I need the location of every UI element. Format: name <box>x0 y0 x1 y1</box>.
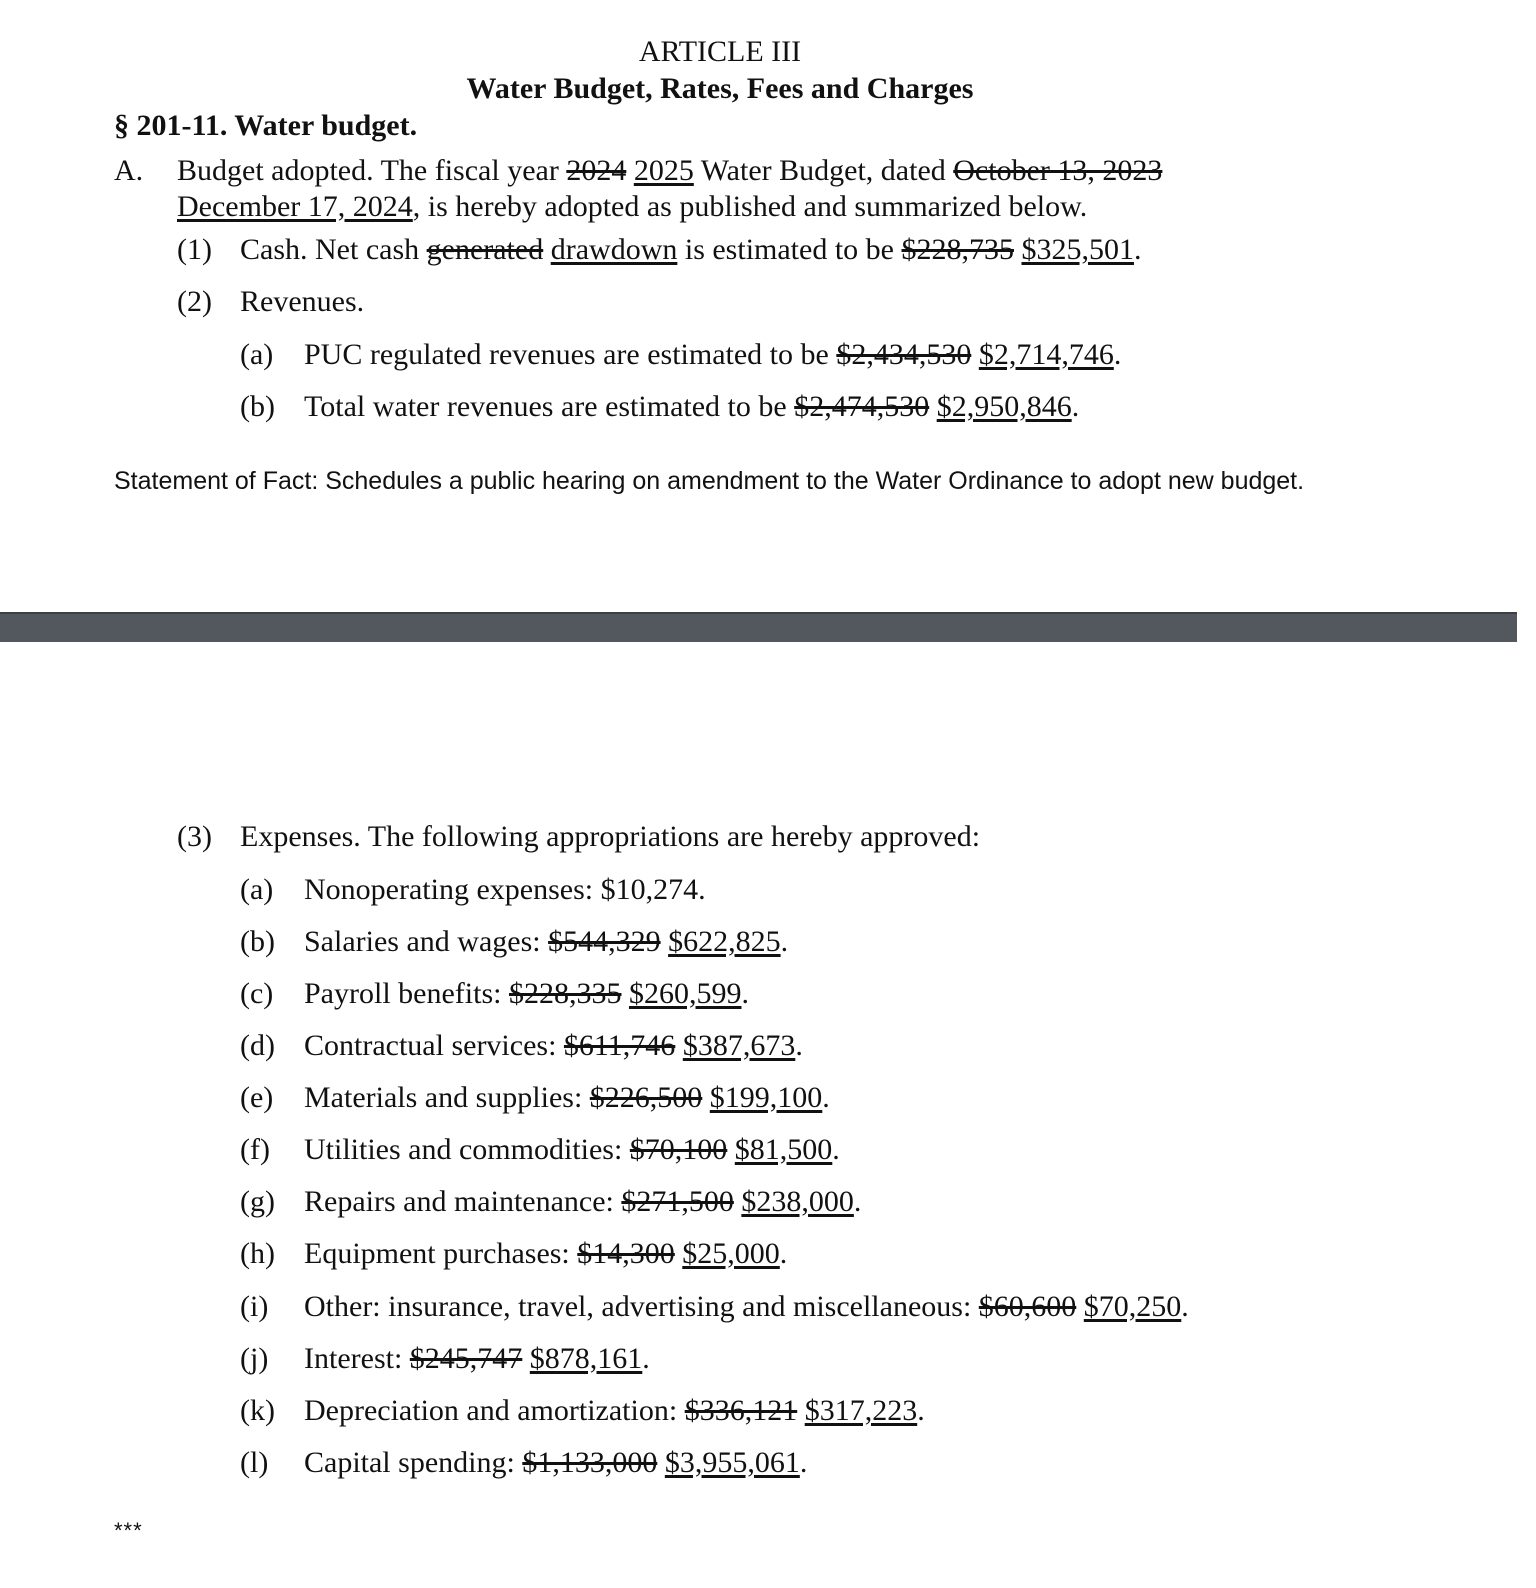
deleted-year: 2024 <box>566 154 627 187</box>
inserted-amount: $325,501 <box>1021 233 1134 266</box>
statement-of-fact: Statement of Fact: Schedules a public hearing on amendment to the Water Ordinance to adopt new budget. <box>114 467 1305 495</box>
section-heading: § 201-11. Water budget. <box>114 109 418 142</box>
page-separator <box>0 612 1517 644</box>
expenses-title: Expenses. The following appropriations are hereby approved: <box>240 820 981 853</box>
cash-label: (1) <box>177 233 212 266</box>
omitted-text-marker: *** <box>114 1518 143 1543</box>
revenues-title: Revenues. <box>240 285 365 318</box>
article-number: ARTICLE III <box>638 35 802 68</box>
expenses-label: (3) <box>177 820 212 853</box>
inserted-year: 2025 <box>633 154 694 187</box>
para-a-label: A. <box>114 154 144 187</box>
revenues-label: (2) <box>177 285 212 318</box>
inserted-date: December 17, 2024 <box>177 190 413 223</box>
deleted-word: generated <box>426 233 544 266</box>
article-title: Water Budget, Rates, Fees and Charges <box>466 72 974 105</box>
deleted-amount: $228,735 <box>901 233 1014 266</box>
para-a-line-1: Budget adopted. The fiscal year 2024 2025 Water Budget, dated October 13, 2023 <box>177 154 1163 187</box>
inserted-word: drawdown <box>550 233 678 266</box>
cash-line: Cash. Net cash generated drawdown is estimated to be $228,735 $325,501. <box>240 233 1142 266</box>
para-a-line-2: December 17, 2024, is hereby adopted as published and summarized below. <box>177 190 1088 223</box>
deleted-date: October 13, 2023 <box>953 154 1163 187</box>
